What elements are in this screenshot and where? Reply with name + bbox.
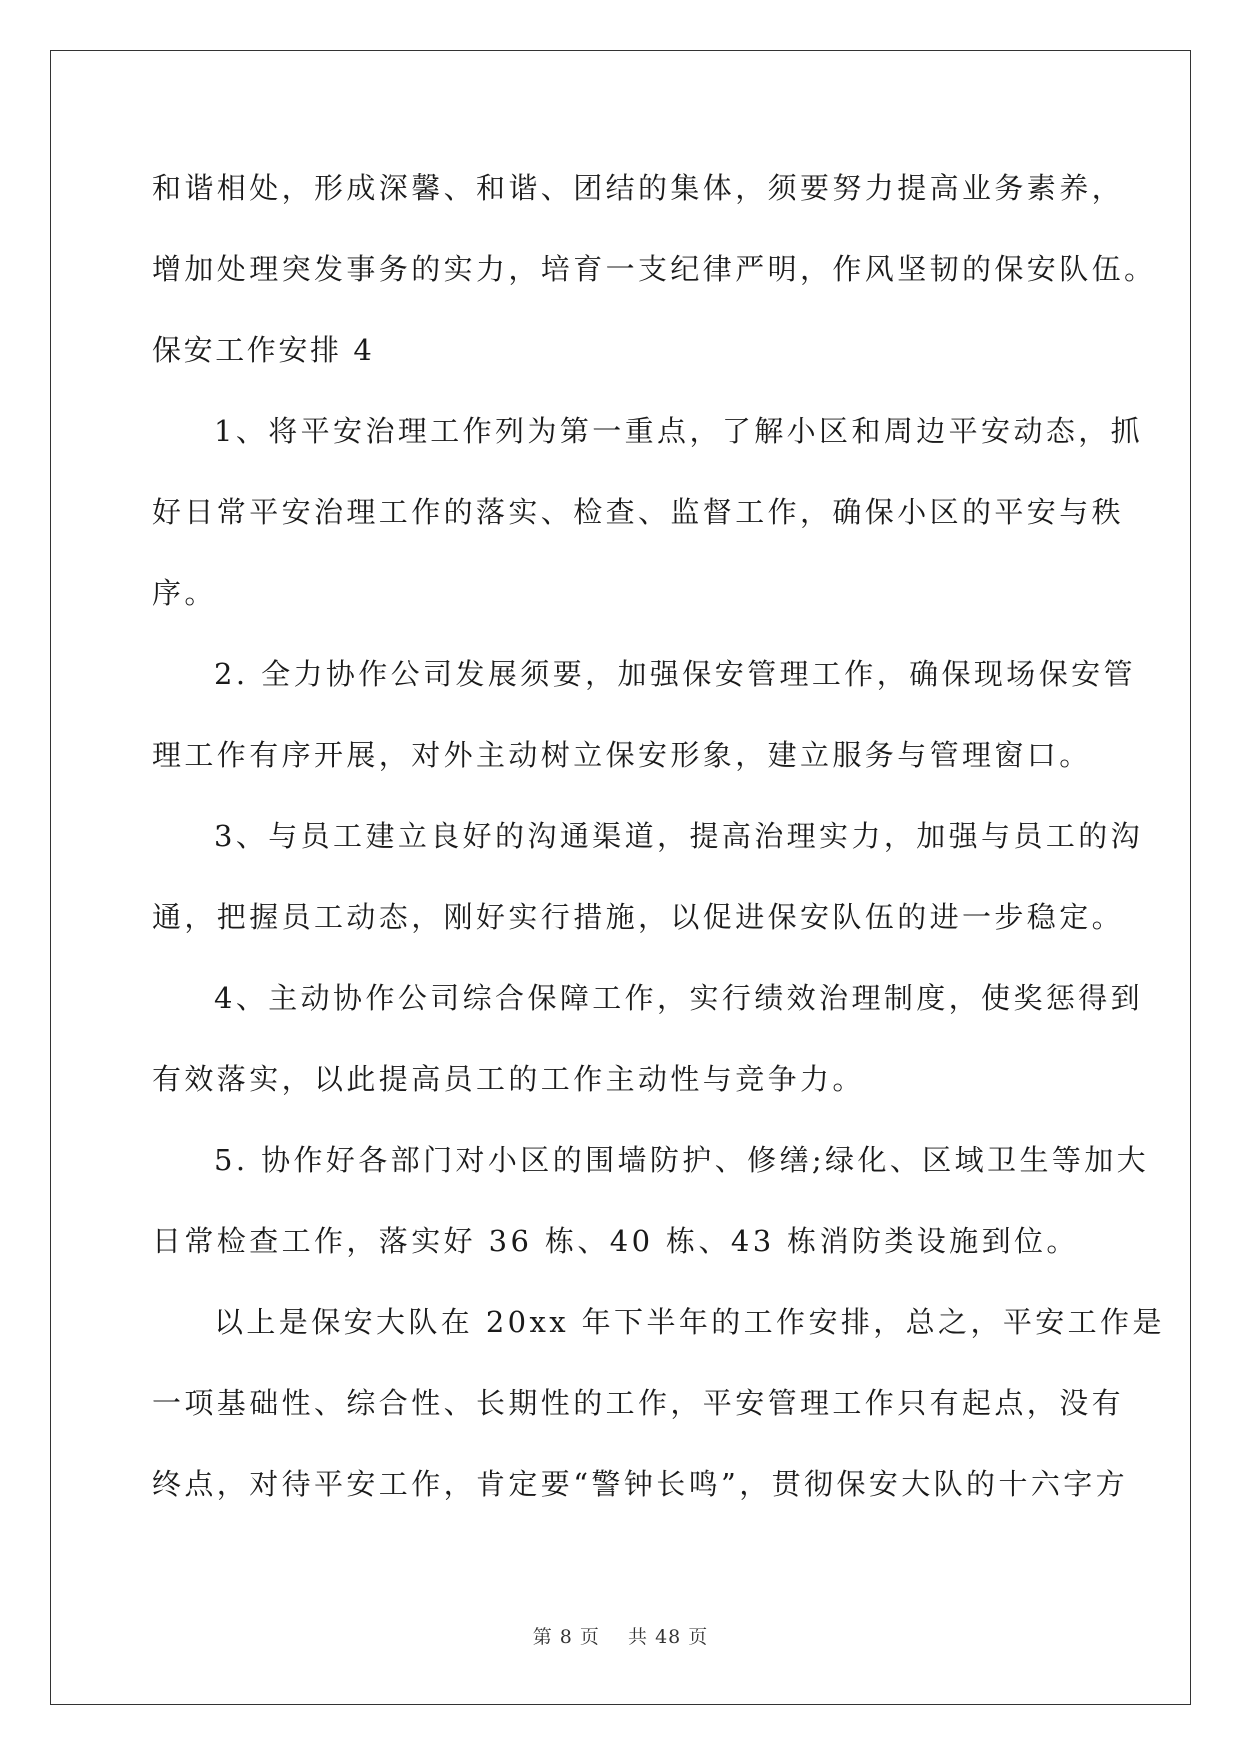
text-line: 通，把握员工动态，刚好实行措施，以促进保安队伍的进一步稳定。 xyxy=(152,900,1125,934)
text-line: 4、主动协作公司综合保障工作，实行绩效治理制度，使奖惩得到 xyxy=(214,981,1144,1015)
text-line: 日常检查工作，落实好 36 栋、40 栋、43 栋消防类设施到位。 xyxy=(152,1224,1079,1258)
text-line: 2. 全力协作公司发展须要，加强保安管理工作，确保现场保安管 xyxy=(214,657,1136,691)
text-line: 1、将平安治理工作列为第一重点，了解小区和周边平安动态，抓 xyxy=(214,414,1144,448)
page-total: 共 48 页 xyxy=(628,1626,709,1648)
page-number: 第 8 页 xyxy=(532,1626,600,1648)
text-line: 好日常平安治理工作的落实、检查、监督工作，确保小区的平安与秩 xyxy=(152,495,1125,529)
text-line: 序。 xyxy=(152,576,217,610)
text-line: 终点，对待平安工作，肯定要“警钟长鸣”，贯彻保安大队的十六字方 xyxy=(152,1467,1129,1501)
text-line: 一项基础性、综合性、长期性的工作，平安管理工作只有起点，没有 xyxy=(152,1386,1125,1420)
text-line: 增加处理突发事务的实力，培育一支纪律严明，作风坚韧的保安队伍。 xyxy=(152,252,1157,286)
text-line: 3、与员工建立良好的沟通渠道，提高治理实力，加强与员工的沟 xyxy=(214,819,1144,853)
text-line: 5. 协作好各部门对小区的围墙防护、修缮;绿化、区域卫生等加大 xyxy=(214,1143,1150,1177)
text-line: 以上是保安大队在 20xx 年下半年的工作安排，总之，平安工作是 xyxy=(214,1305,1165,1339)
page-footer xyxy=(0,1622,1241,1649)
text-line: 有效落实，以此提高员工的工作主动性与竞争力。 xyxy=(152,1062,865,1096)
section-heading: 保安工作安排 4 xyxy=(152,333,375,367)
text-line: 理工作有序开展，对外主动树立保安形象，建立服务与管理窗口。 xyxy=(152,738,1092,772)
document-body xyxy=(152,148,1165,1525)
text-line: 和谐相处，形成深馨、和谐、团结的集体，须要努力提高业务素养， xyxy=(152,171,1125,205)
